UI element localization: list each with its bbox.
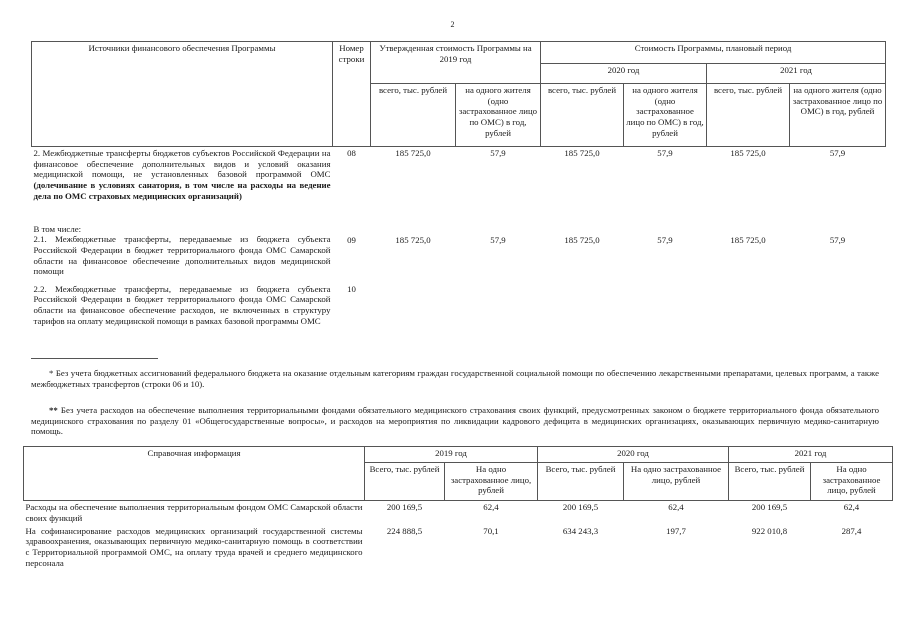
value-2021-per-capita: 57,9 [829,234,846,245]
value-2019-total: 200 169,5 [386,502,423,512]
value-2020-per-capita: 57,9 [657,148,673,158]
value-2020-total: 200 169,5 [562,502,599,512]
value-2021-total: 200 169,5 [751,502,788,512]
header-year-2019: 2019 год [365,447,538,463]
row-number: 10 [347,283,356,294]
value-2020-per-person: 197,7 [666,525,686,536]
header-year-2020: 2020 год [541,64,707,84]
header-row-number: Номер строки [333,42,371,147]
header-2019-per-person: На одно застрахованное лицо, рублей [445,463,538,501]
value-2020-total: 185 725,0 [564,148,600,158]
footnote-2: ** Без учета расходов на обеспечение выполнения территориальными фондами обязательного медицинского страхования своих функций, предусмотренных законом о бюджете территориального фонда обязательного медицинского страхования по разделу 01 «Общегосударственные вопросы», и расходов на мероприятия по ликвидации кадрового дефицита в медицинских организациях, оказывающих первичную медико-санитарную помощь. [31,405,879,437]
header-year-2021: 2021 год [707,64,886,84]
header-2021-per-capita: на одного жителя (одно застрахованное лицо по ОМС) в год, рублей [790,84,886,147]
row-08-text-bold: (долечивание в условиях санатория, в том числе на расходы на ведение дела по ОМС страховых медицинских организаций) [33,180,331,201]
value-2020-per-capita: 57,9 [657,234,673,245]
header-year-2021: 2021 год [729,447,893,463]
value-2019-total: 185 725,0 [395,148,431,158]
header-sources: Источники финансового обеспечения Программы [32,42,333,147]
header-2021-total: всего, тыс. рублей [707,84,790,147]
table-row [24,525,893,585]
header-2019-total: Всего, тыс. рублей [365,463,445,501]
value-2019-per-capita: 57,9 [490,234,506,245]
ref-row-2-text: На софинансирование расходов медицинских организаций государственной системы здравоохранения, оказывающих первичную медико-санитарную помощь в соответствии с Территориальной программой ОМС, на оплату труда врачей и среднего медицинского персонала [25,525,363,568]
footnote-separator [31,358,158,359]
footnote-2-marker: ** [49,405,58,415]
header-approved-2019: Утвержденная стоимость Программы на 2019 год [371,42,541,84]
value-2021-total: 185 725,0 [730,148,766,158]
header-2020-per-person: На одно застрахованное лицо, рублей [624,463,729,501]
row-number: 08 [347,148,356,158]
header-year-2020: 2020 год [538,447,729,463]
header-planned-period: Стоимость Программы, плановый период [541,42,886,64]
row-10-text: 2.2. Межбюджетные трансферты, передаваемые из бюджета субъекта Российской Федерации в бюджет территориального фонда ОМС Самарской области на финансовое обеспечение расходов, не включенных в структуру тарифов на оплату медицинской помощи в рамках базовой программы ОМС [33,283,331,326]
value-2019-total: 224 888,5 [386,525,423,536]
value-2021-per-capita: 57,9 [829,148,846,158]
table-row [32,283,886,345]
table-row [24,501,893,525]
value-2019-total: 185 725,0 [395,234,431,245]
header-2020-total: всего, тыс. рублей [541,84,624,147]
value-2020-total: 634 243,3 [562,525,599,536]
value-2020-total: 185 725,0 [564,234,600,245]
row-09-prefix: В том числе: [33,223,82,234]
header-reference-info: Справочная информация [24,447,365,501]
header-2020-total: Всего, тыс. рублей [538,463,624,501]
header-2021-total: Всего, тыс. рублей [729,463,811,501]
header-2020-per-capita: на одного жителя (одно застрахованное лицо по ОМС) в год, рублей [624,84,707,147]
reference-info-table [23,446,893,585]
value-2021-per-person: 62,4 [843,502,860,512]
header-2021-per-person: На одно застрахованное лицо, рублей [811,463,893,501]
financing-sources-table [31,41,886,345]
row-09-text: В том числе: 2.1. Межбюджетные трансферты, передаваемые из бюджета субъекта Российской Федерации в бюджет территориального фонда ОМС Самарской области на финансовое обеспечение дополнительных видов медицинской помощи [33,223,331,277]
header-2019-per-capita: на одного жителя (одно застрахованное лицо по ОМС) в год, рублей [456,84,541,147]
row-08-text: 2. Межбюджетные трансферты бюджетов субъектов Российской Федерации на финансовое обеспечение дополнительных видов и условий оказания медицинской помощи, не установленных базовой программой ОМС (долечивание в условиях санатория, в том числе на расходы на ведение дела по ОМС страховых медицинских организаций) [33,148,331,201]
table-row [32,147,886,223]
footnote-1: * Без учета бюджетных ассигнований федерального бюджета на оказание отдельным категориям граждан государственной социальной помощи по обеспечению лекарственными препаратами, целевых программ, а также межбюджетных трансфертов (строки 06 и 10). [31,368,879,389]
value-2021-total: 922 010,8 [751,525,788,536]
page-number: 2 [450,20,455,29]
value-2019-per-capita: 57,9 [490,148,506,158]
value-2019-per-person: 62,4 [483,502,499,512]
ref-row-1-text: Расходы на обеспечение выполнения территориальным фондом ОМС Самарской области своих функций [25,502,363,523]
value-2019-per-person: 70,1 [483,525,499,536]
value-2021-total: 185 725,0 [730,234,766,245]
row-number: 09 [347,234,356,245]
header-2019-total: всего, тыс. рублей [371,84,456,147]
value-2020-per-person: 62,4 [668,502,684,512]
table-row [32,223,886,283]
value-2021-per-person: 287,4 [841,525,862,536]
